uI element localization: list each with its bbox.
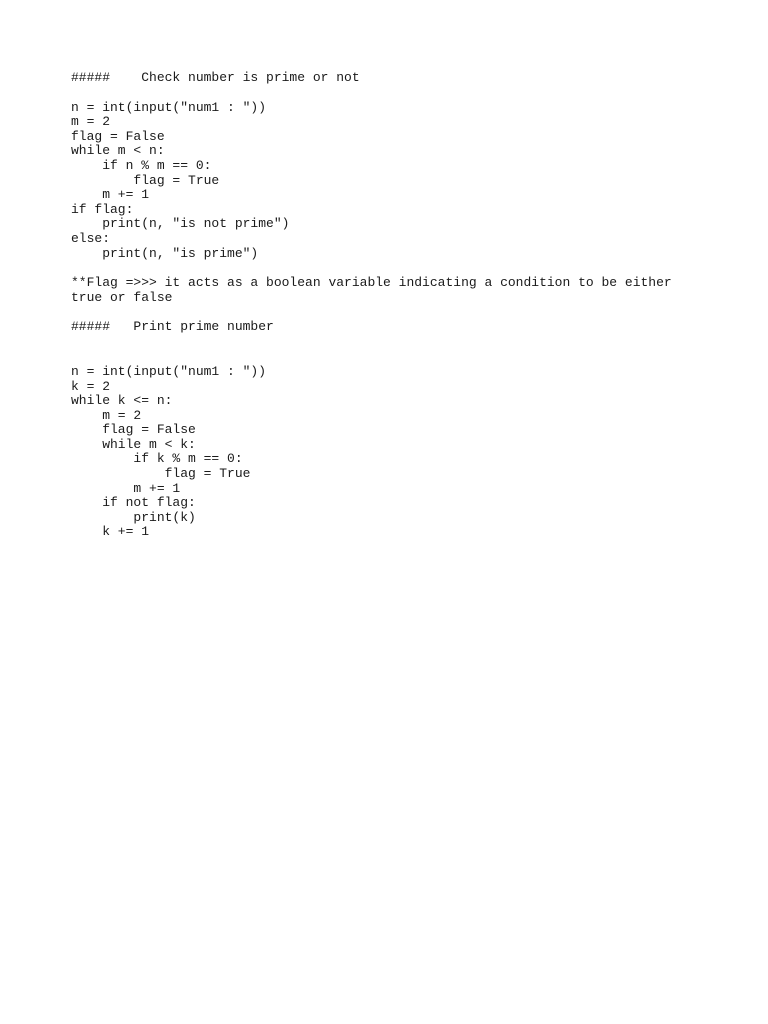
code-line: flag = False — [71, 128, 165, 144]
code-line: flag = False — [71, 422, 196, 438]
document-content — [71, 71, 711, 540]
code-line: if n % m == 0: — [71, 157, 212, 173]
code-line: flag = True — [71, 466, 251, 482]
code-line: print(n, "is not prime") — [71, 216, 290, 232]
spacer — [71, 305, 711, 320]
code-line: n = int(input("num1 : ")) — [71, 363, 267, 379]
code-line: flag = True — [71, 172, 220, 188]
code-line: while m < k: — [71, 436, 196, 452]
spacer — [71, 261, 711, 276]
code-line: print(k) — [71, 509, 196, 525]
code-line: while m < n: — [71, 143, 165, 159]
code-line: k = 2 — [71, 378, 111, 394]
code-line: m += 1 — [71, 480, 181, 496]
spacer — [71, 335, 711, 365]
code-line: print(n, "is prime") — [71, 245, 259, 261]
code-line: m = 2 — [71, 407, 142, 423]
section-heading-print-prime: ##### Print prime number — [71, 319, 274, 335]
code-line: k += 1 — [71, 524, 150, 540]
code-line: if flag: — [71, 201, 134, 217]
section-heading-check-prime: ##### Check number is prime or not — [71, 70, 360, 85]
code-line: while k <= n: — [71, 393, 173, 409]
code-line: m = 2 — [71, 114, 111, 130]
code-block-check-prime — [71, 101, 711, 262]
spacer — [71, 86, 711, 101]
code-line: if k % m == 0: — [71, 451, 243, 467]
code-line: else: — [71, 230, 111, 246]
code-line: if not flag: — [71, 495, 196, 511]
code-line: n = int(input("num1 : ")) — [71, 99, 267, 115]
flag-note: **Flag =>>> it acts as a boolean variable indicating a condition to be either true or false — [71, 275, 680, 305]
code-block-print-prime — [71, 365, 711, 540]
code-line: m += 1 — [71, 187, 150, 203]
